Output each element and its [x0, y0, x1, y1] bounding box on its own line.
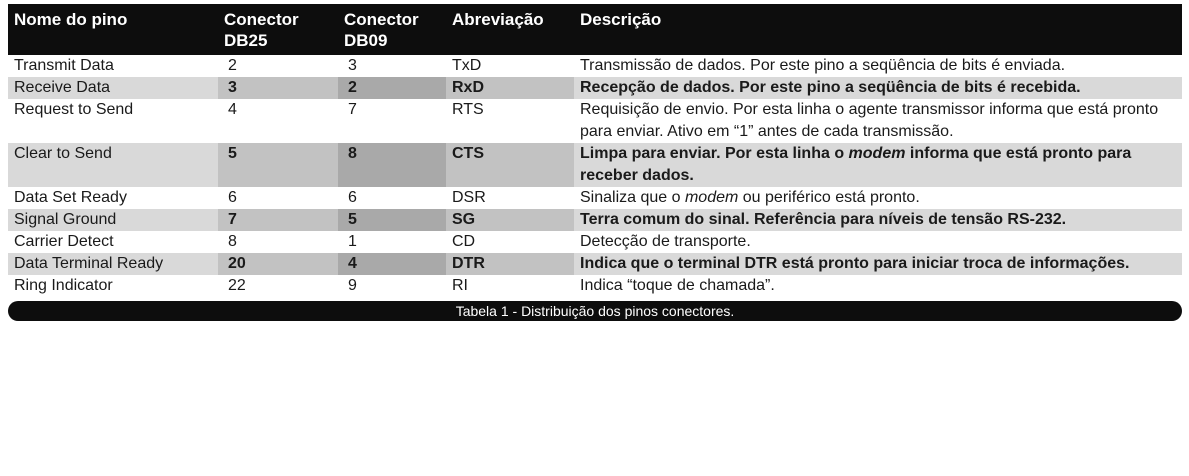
pin-abbreviation: TxD: [446, 55, 574, 77]
db09-pin: 1: [338, 231, 446, 253]
db09-pin: 8: [338, 143, 446, 187]
pin-abbreviation: RxD: [446, 77, 574, 99]
header-abbreviation: Abreviação: [452, 10, 544, 29]
header-description: Descrição: [580, 10, 662, 29]
table-row: [8, 55, 1182, 77]
db09-pin: 4: [338, 253, 446, 275]
description-text: Limpa para enviar. Por esta linha o: [580, 145, 849, 162]
db25-pin: 2: [218, 55, 338, 77]
table-row: [8, 253, 1182, 275]
pin-description: [574, 187, 1182, 209]
header-db25: Conector DB25: [224, 10, 299, 50]
description-emphasis: modem: [684, 189, 739, 206]
table-row: [8, 209, 1182, 231]
db25-pin: 4: [218, 99, 338, 143]
pin-name: Signal Ground: [8, 209, 218, 231]
db25-pin: 3: [218, 77, 338, 99]
db25-pin: 20: [218, 253, 338, 275]
pin-description: Requisição de envio. Por esta linha o agente transmissor informa que está pronto para enviar. Ativo em “1” antes de cada transmissão.: [574, 99, 1182, 143]
description-text: ou periférico está pronto.: [738, 189, 920, 206]
pin-description: [574, 143, 1182, 187]
header-db09: Conector DB09: [344, 10, 419, 50]
pin-abbreviation: DTR: [446, 253, 574, 275]
pin-name: Data Terminal Ready: [8, 253, 218, 275]
table-row: [8, 275, 1182, 297]
pin-description: Recepção de dados. Por este pino a seqüência de bits é recebida.: [574, 77, 1182, 99]
pin-table: [8, 4, 1182, 297]
db25-pin: 7: [218, 209, 338, 231]
db09-pin: 2: [338, 77, 446, 99]
pin-abbreviation: RI: [446, 275, 574, 297]
db25-pin: 5: [218, 143, 338, 187]
description-text: Sinaliza que o: [580, 189, 685, 206]
pin-abbreviation: CTS: [446, 143, 574, 187]
pin-abbreviation: RTS: [446, 99, 574, 143]
table-row: [8, 77, 1182, 99]
db25-pin: 8: [218, 231, 338, 253]
table-caption: Tabela 1 - Distribuição dos pinos conectores.: [8, 301, 1182, 321]
pin-description: Detecção de transporte.: [574, 231, 1182, 253]
pin-description: Indica que o terminal DTR está pronto para iniciar troca de informações.: [574, 253, 1182, 275]
pin-name: Clear to Send: [8, 143, 218, 187]
header-pin-name: Nome do pino: [14, 10, 128, 29]
description-emphasis: modem: [848, 145, 906, 162]
pin-name: Ring Indicator: [8, 275, 218, 297]
db25-pin: 6: [218, 187, 338, 209]
pin-abbreviation: SG: [446, 209, 574, 231]
table-row: [8, 143, 1182, 187]
pin-name: Transmit Data: [8, 55, 218, 77]
pin-description: Terra comum do sinal. Referência para níveis de tensão RS-232.: [574, 209, 1182, 231]
db25-pin: 22: [218, 275, 338, 297]
table-row: [8, 99, 1182, 143]
db09-pin: 7: [338, 99, 446, 143]
description-text: informa que está pronto para receber dados.: [580, 145, 1132, 184]
pin-name: Carrier Detect: [8, 231, 218, 253]
table-row: [8, 231, 1182, 253]
pin-abbreviation: CD: [446, 231, 574, 253]
db09-pin: 6: [338, 187, 446, 209]
pin-name: Receive Data: [8, 77, 218, 99]
pin-abbreviation: DSR: [446, 187, 574, 209]
table-row: [8, 187, 1182, 209]
db09-pin: 5: [338, 209, 446, 231]
pin-description: Indica “toque de chamada”.: [574, 275, 1182, 297]
db09-pin: 3: [338, 55, 446, 77]
pin-name: Request to Send: [8, 99, 218, 143]
pin-name: Data Set Ready: [8, 187, 218, 209]
document: [8, 4, 1182, 321]
pin-description: Transmissão de dados. Por este pino a seqüência de bits é enviada.: [574, 55, 1182, 77]
table-header-row: [8, 4, 1182, 55]
db09-pin: 9: [338, 275, 446, 297]
